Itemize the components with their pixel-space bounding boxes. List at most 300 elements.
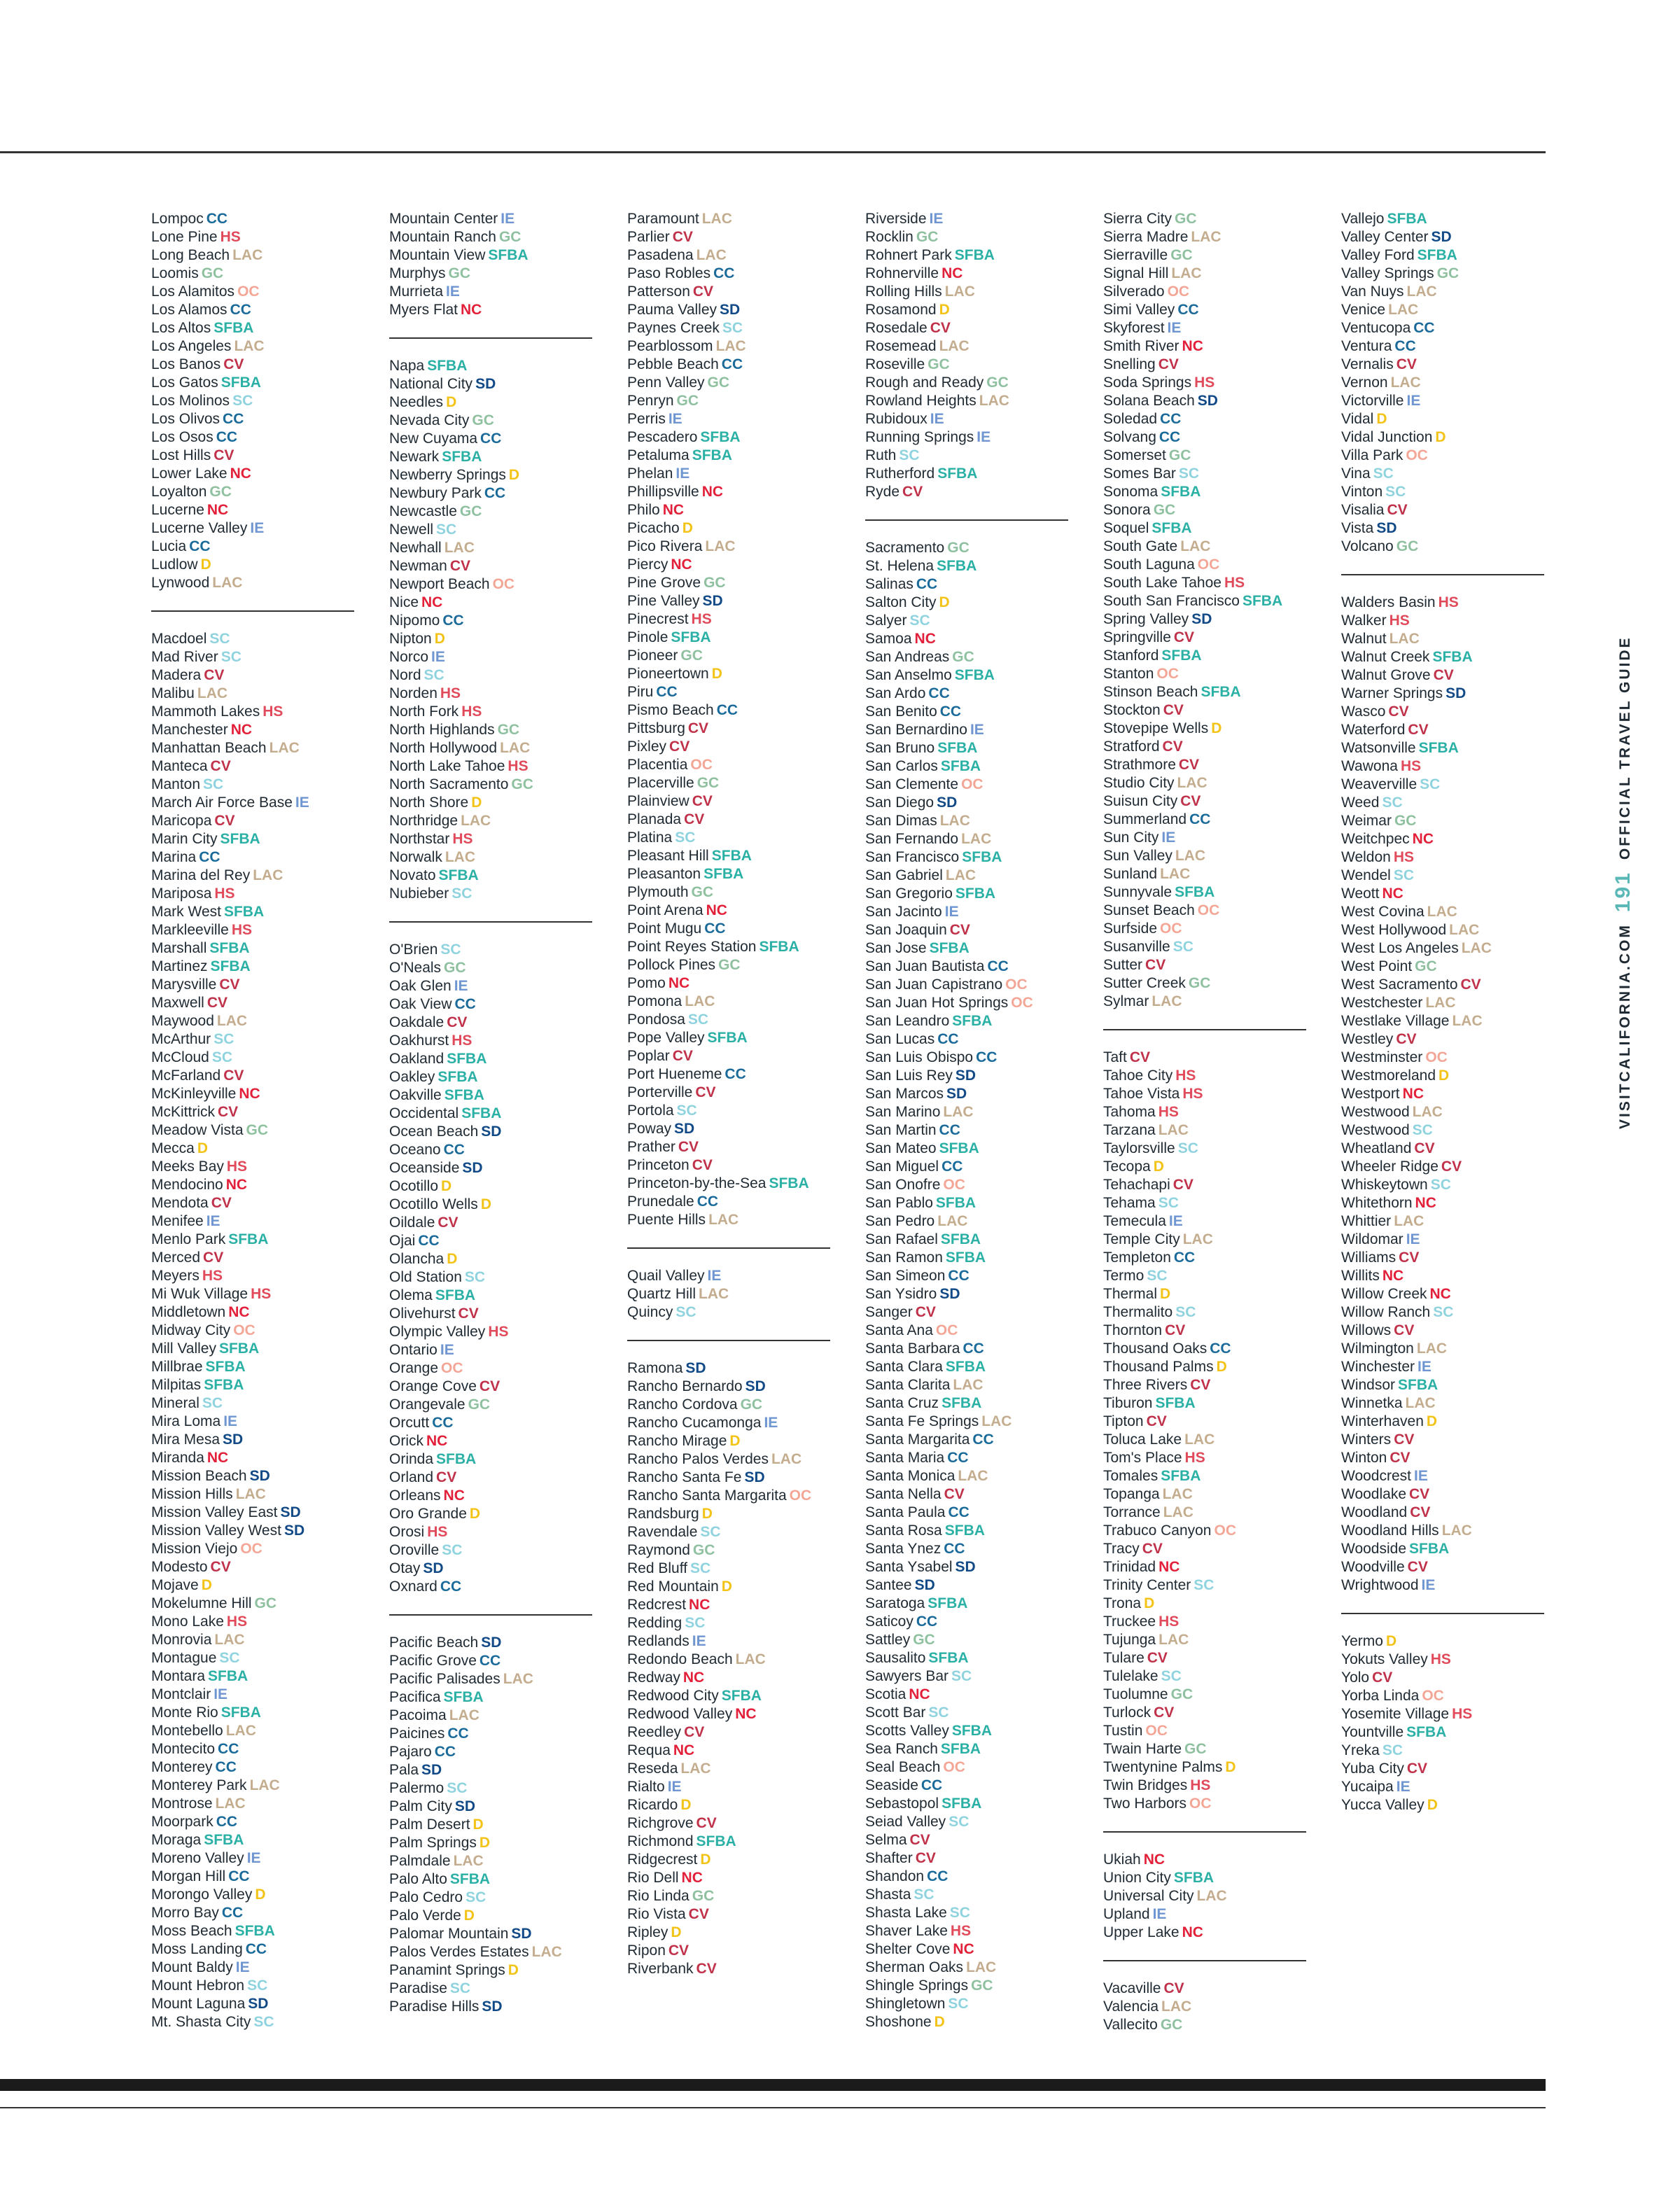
town-entry: [389, 521, 599, 539]
town-entry: [865, 1340, 1075, 1358]
town-name: Tulare: [1103, 1650, 1144, 1666]
town-name: Thousand Palms: [1103, 1359, 1214, 1375]
town-entry: [389, 1889, 599, 1907]
town-entry: [627, 1833, 837, 1851]
town-entry: [151, 958, 361, 976]
town-entry: [151, 1212, 361, 1231]
town-name: Poway: [627, 1121, 672, 1137]
town-name: Valley Springs: [1341, 265, 1434, 281]
town-entry: [865, 630, 1075, 648]
region-code: CV: [678, 1139, 699, 1155]
town-name: Studio City: [1103, 775, 1175, 791]
town-entry: [1341, 337, 1551, 356]
region-code: GC: [676, 393, 699, 409]
town-name: Volcano: [1341, 538, 1394, 554]
town-name: Point Reyes Station: [627, 939, 757, 955]
town-entry: [389, 1159, 599, 1177]
town-entry: [1103, 1431, 1313, 1449]
region-code: CV: [692, 1157, 713, 1173]
region-code: D: [1160, 1286, 1171, 1302]
town-entry: [627, 210, 837, 228]
town-name: Redcrest: [627, 1597, 687, 1613]
town-name: Mission Valley East: [151, 1504, 278, 1520]
region-code: OC: [441, 1360, 463, 1376]
town-name: Van Nuys: [1341, 284, 1404, 300]
town-entry: [627, 1505, 837, 1523]
region-code: SC: [209, 631, 230, 647]
town-name: Otay: [389, 1560, 421, 1576]
town-name: Sierra Madre: [1103, 229, 1189, 245]
letter-group: [389, 1634, 599, 2016]
region-code: CV: [930, 320, 951, 336]
region-code: D: [682, 520, 693, 536]
region-code: IE: [1414, 1468, 1428, 1484]
region-code: SD: [511, 1926, 532, 1942]
town-name: Pomona: [627, 993, 682, 1009]
town-name: Winchester: [1341, 1359, 1415, 1375]
town-name: Wasco: [1341, 704, 1386, 720]
town-entry: [1103, 265, 1313, 283]
region-code: CC: [216, 1814, 238, 1830]
town-name: Westmoreland: [1341, 1068, 1436, 1084]
town-name: Manhattan Beach: [151, 740, 267, 756]
town-name: Palermo: [389, 1780, 444, 1796]
town-name: Santa Fe Springs: [865, 1413, 979, 1429]
town-name: Mountain Center: [389, 211, 498, 227]
town-name: Loomis: [151, 265, 199, 281]
town-entry: [865, 1740, 1075, 1758]
region-code: CV: [211, 1195, 232, 1211]
region-code: SC: [948, 1996, 969, 2012]
town-entry: [389, 1214, 599, 1232]
town-entry: [865, 739, 1075, 757]
region-code: OC: [1422, 1688, 1444, 1704]
town-name: McCloud: [151, 1049, 209, 1065]
town-entry: [1103, 319, 1313, 337]
town-name: Smith River: [1103, 338, 1180, 354]
town-entry: [151, 501, 361, 519]
town-entry: [627, 1193, 837, 1211]
region-code: CV: [210, 758, 231, 774]
region-code: OC: [1011, 995, 1033, 1011]
region-code: D: [1427, 1797, 1438, 1813]
town-entry: [151, 574, 361, 592]
town-name: Millbrae: [151, 1359, 203, 1375]
town-entry: [865, 1358, 1075, 1376]
town-entry: [1341, 301, 1551, 319]
town-name: Walnut Creek: [1341, 649, 1430, 665]
town-entry: [865, 337, 1075, 356]
town-entry: [1103, 1595, 1313, 1613]
town-name: Ricardo: [627, 1797, 678, 1813]
region-code: GC: [1415, 958, 1437, 974]
town-entry: [865, 776, 1075, 794]
town-name: Winterhaven: [1341, 1413, 1424, 1429]
town-name: Petaluma: [627, 447, 690, 463]
town-entry: [389, 1852, 599, 1870]
region-code: CV: [696, 1961, 717, 1977]
region-code: CC: [1394, 338, 1416, 354]
town-entry: [865, 1540, 1075, 1558]
region-code: NC: [1412, 831, 1434, 847]
region-code: GC: [1168, 447, 1191, 463]
region-code: SC: [465, 1889, 486, 1905]
town-name: Vista: [1341, 520, 1374, 536]
town-name: Pacifica: [389, 1689, 441, 1705]
letter-group: [1103, 210, 1313, 1030]
town-name: Rohnert Park: [865, 247, 952, 263]
region-code: SC: [1382, 1742, 1404, 1758]
town-entry: [627, 1705, 837, 1723]
region-code: NC: [1182, 338, 1203, 354]
region-code: GC: [246, 1122, 269, 1138]
town-entry: [1103, 1231, 1313, 1249]
town-name: Los Molinos: [151, 393, 230, 409]
region-code: SC: [690, 1560, 711, 1576]
region-code: NC: [230, 722, 253, 738]
town-name: Mount Hebron: [151, 1977, 245, 1994]
town-entry: [627, 629, 837, 647]
town-entry: [389, 721, 599, 739]
town-name: Menifee: [151, 1213, 204, 1229]
town-entry: [1103, 283, 1313, 301]
region-code: CV: [1387, 502, 1408, 518]
town-name: Sun City: [1103, 830, 1159, 846]
region-code: CV: [692, 284, 714, 300]
town-name: San Diego: [865, 794, 934, 811]
region-code: SC: [1433, 1304, 1454, 1320]
town-entry: [865, 210, 1075, 228]
town-entry: [865, 483, 1075, 501]
region-code: D: [711, 666, 722, 682]
town-name: Yosemite Village: [1341, 1706, 1450, 1722]
town-entry: [1341, 1376, 1551, 1394]
town-name: Pioneer: [627, 648, 678, 664]
town-name: Los Osos: [151, 429, 214, 445]
region-code: HS: [691, 611, 712, 627]
town-entry: [1103, 465, 1313, 483]
region-code: SFBA: [438, 1069, 478, 1085]
region-code: NC: [673, 1742, 695, 1758]
town-name: Pauma Valley: [627, 302, 718, 318]
town-entry: [389, 393, 599, 412]
town-entry: [389, 448, 599, 466]
region-code: NC: [1382, 1268, 1404, 1284]
town-name: Stanford: [1103, 648, 1159, 664]
town-name: Mountain Ranch: [389, 229, 496, 245]
region-code: NC: [735, 1706, 757, 1722]
region-code: SFBA: [488, 247, 528, 263]
town-name: San Jose: [865, 940, 927, 956]
region-code: SC: [211, 1049, 233, 1065]
town-name: Novato: [389, 867, 436, 883]
town-entry: [1341, 1103, 1551, 1121]
town-name: San Jacinto: [865, 904, 942, 920]
town-name: Port Hueneme: [627, 1066, 722, 1082]
town-name: Yucaipa: [1341, 1779, 1394, 1795]
town-name: Weimar: [1341, 813, 1392, 829]
town-name: Patterson: [627, 284, 690, 300]
town-entry: [1103, 1176, 1313, 1194]
town-entry: [389, 1414, 599, 1432]
town-name: Summerland: [1103, 811, 1187, 827]
region-code: CV: [1162, 738, 1183, 755]
town-name: Menlo Park: [151, 1231, 226, 1247]
town-entry: [627, 556, 837, 574]
town-entry: [151, 301, 361, 319]
town-name: Pescadero: [627, 429, 698, 445]
town-entry: [1103, 1998, 1313, 2016]
town-entry: [865, 392, 1075, 410]
town-name: Mill Valley: [151, 1340, 216, 1357]
town-name: North Shore: [389, 794, 469, 811]
town-name: San Ysidro: [865, 1286, 937, 1302]
town-name: Vina: [1341, 465, 1371, 482]
town-entry: [627, 283, 837, 301]
town-name: Piru: [627, 684, 654, 700]
town-name: Yermo: [1341, 1633, 1383, 1649]
town-entry: [389, 1050, 599, 1068]
region-code: IE: [692, 1633, 706, 1649]
town-name: Los Altos: [151, 320, 211, 336]
town-entry: [865, 1431, 1075, 1449]
region-code: NC: [1429, 1286, 1451, 1302]
region-code: LAC: [937, 1213, 968, 1229]
region-code: SD: [939, 1286, 960, 1302]
town-entry: [1341, 1687, 1551, 1705]
town-name: Rancho Palos Verdes: [627, 1451, 769, 1467]
town-entry: [1341, 1303, 1551, 1322]
town-entry: [1103, 847, 1313, 865]
town-name: Willows: [1341, 1322, 1392, 1338]
town-name: Vinton: [1341, 484, 1383, 500]
town-entry: [865, 1012, 1075, 1030]
town-entry: [1103, 1576, 1313, 1595]
index-column: [865, 210, 1075, 2031]
region-code: IE: [668, 411, 682, 427]
region-code: NC: [909, 1686, 930, 1702]
region-code: SFBA: [220, 1704, 261, 1721]
town-entry: [151, 1358, 361, 1376]
region-code: CC: [223, 411, 244, 427]
town-name: Wheatland: [1341, 1140, 1412, 1156]
town-entry: [151, 976, 361, 994]
region-code: CV: [203, 1250, 224, 1266]
region-code: IE: [431, 649, 445, 665]
town-name: Rancho Cucamonga: [627, 1415, 762, 1431]
town-name: Vidal: [1341, 411, 1374, 427]
town-entry: [865, 301, 1075, 319]
town-name: Salinas: [865, 576, 913, 592]
town-name: Tuolumne: [1103, 1686, 1168, 1702]
town-entry: [627, 574, 837, 592]
region-code: HS: [1190, 1777, 1211, 1793]
town-name: Morgan Hill: [151, 1868, 226, 1884]
region-code: GC: [468, 1396, 491, 1413]
region-code: D: [701, 1506, 713, 1522]
town-entry: [151, 246, 361, 265]
region-code: CV: [1147, 1650, 1168, 1666]
region-code: LAC: [943, 1104, 974, 1120]
town-name: Twentynine Palms: [1103, 1759, 1223, 1775]
town-entry: [627, 902, 837, 920]
town-entry: [389, 1032, 599, 1050]
town-entry: [389, 1560, 599, 1578]
town-name: Yucca Valley: [1341, 1797, 1424, 1813]
region-code: CC: [1158, 429, 1181, 445]
region-code: CV: [1173, 629, 1195, 645]
town-entry: [627, 1102, 837, 1120]
region-code: CC: [724, 1066, 746, 1082]
town-entry: [865, 1176, 1075, 1194]
region-code: LAC: [979, 393, 1009, 409]
region-code: SFBA: [220, 831, 260, 847]
region-code: LAC: [1191, 229, 1222, 245]
town-entry: [389, 1707, 599, 1725]
region-code: SFBA: [721, 1688, 762, 1704]
town-entry: [389, 1980, 599, 1998]
town-entry: [389, 1086, 599, 1105]
town-entry: [151, 356, 361, 374]
town-name: Monrovia: [151, 1632, 212, 1648]
town-name: Sausalito: [865, 1650, 926, 1666]
region-code: CV: [1396, 356, 1417, 372]
region-code: IE: [1167, 320, 1182, 336]
town-name: Ocean Beach: [389, 1124, 479, 1140]
town-entry: [1103, 574, 1313, 592]
region-code: SC: [1194, 1577, 1214, 1593]
town-name: San Pedro: [865, 1213, 935, 1229]
region-code: LAC: [1425, 995, 1456, 1011]
region-code: SFBA: [928, 1650, 969, 1666]
region-code: SC: [949, 1905, 970, 1921]
region-code: IE: [1161, 830, 1176, 846]
region-code: SFBA: [1398, 1377, 1438, 1393]
town-name: Temple City: [1103, 1231, 1180, 1247]
region-code: CV: [458, 1306, 479, 1322]
town-entry: [151, 1121, 361, 1140]
region-code: SFBA: [935, 1195, 976, 1211]
town-entry: [1341, 1705, 1551, 1723]
town-entry: [1103, 738, 1313, 756]
town-entry: [1103, 701, 1313, 720]
town-entry: [151, 794, 361, 812]
town-name: Lompoc: [151, 211, 204, 227]
region-code: CV: [447, 1014, 468, 1030]
town-entry: [151, 1249, 361, 1267]
letter-group: [389, 941, 599, 1616]
region-code: SD: [955, 1068, 976, 1084]
town-entry: [1103, 374, 1313, 392]
region-code: IE: [667, 1779, 682, 1795]
town-name: Mammoth Lakes: [151, 704, 260, 720]
region-code: OC: [1214, 1522, 1236, 1539]
region-code: IE: [214, 1686, 228, 1702]
town-entry: [1103, 1667, 1313, 1686]
town-entry: [1341, 1358, 1551, 1376]
region-code: SC: [948, 1814, 969, 1830]
town-entry: [1103, 1686, 1313, 1704]
region-code: SFBA: [1242, 593, 1283, 609]
town-name: Sonora: [1103, 502, 1151, 518]
town-name: Yokuts Valley: [1341, 1651, 1428, 1667]
region-code: GC: [927, 356, 950, 372]
region-code: SFBA: [1406, 1724, 1447, 1740]
town-name: Lucia: [151, 538, 187, 554]
town-entry: [389, 1487, 599, 1505]
town-name: Newport Beach: [389, 576, 490, 592]
region-code: SD: [937, 794, 958, 811]
town-name: Woodcrest: [1341, 1468, 1411, 1484]
region-code: SFBA: [223, 904, 265, 920]
town-entry: [1103, 228, 1313, 246]
town-name: Porterville: [627, 1084, 693, 1100]
region-code: LAC: [1175, 848, 1206, 864]
town-entry: [627, 1632, 837, 1651]
town-name: Weaverville: [1341, 776, 1418, 792]
region-code: SC: [232, 393, 253, 409]
region-code: IE: [440, 1342, 454, 1358]
top-rule: [0, 151, 1546, 153]
town-entry: [627, 1942, 837, 1960]
town-entry: [1341, 228, 1551, 246]
town-entry: [151, 483, 361, 501]
town-name: Orleans: [389, 1488, 441, 1504]
region-code: SC: [442, 1542, 463, 1558]
town-name: Sherman Oaks: [865, 1959, 964, 1975]
town-name: San Martin: [865, 1122, 937, 1138]
town-name: Montebello: [151, 1723, 223, 1739]
region-code: CC: [939, 704, 962, 720]
town-name: Miranda: [151, 1450, 204, 1466]
town-entry: [151, 1394, 361, 1413]
town-entry: [389, 1341, 599, 1359]
town-entry: [151, 1049, 361, 1067]
town-entry: [1103, 829, 1313, 847]
town-entry: [1341, 1760, 1551, 1778]
region-code: CV: [915, 1850, 936, 1866]
town-name: Monterey: [151, 1759, 213, 1775]
town-entry: [1103, 883, 1313, 902]
region-code: GC: [497, 722, 520, 738]
town-entry: [627, 1414, 837, 1432]
town-entry: [865, 1522, 1075, 1540]
town-name: Vidal Junction: [1341, 429, 1433, 445]
town-name: Willow Ranch: [1341, 1304, 1431, 1320]
town-entry: [389, 1287, 599, 1305]
town-entry: [627, 592, 837, 610]
town-entry: [627, 519, 837, 538]
town-entry: [389, 503, 599, 521]
town-name: Mecca: [151, 1140, 195, 1156]
town-entry: [389, 1250, 599, 1268]
town-entry: [1103, 1740, 1313, 1758]
town-name: Ravendale: [627, 1524, 698, 1540]
region-code: HS: [1175, 1068, 1196, 1084]
town-entry: [865, 830, 1075, 848]
town-name: Scott Bar: [865, 1704, 926, 1721]
town-entry: [1103, 1704, 1313, 1722]
town-entry: [151, 1813, 361, 1831]
town-entry: [151, 1067, 361, 1085]
town-name: Mission Beach: [151, 1468, 247, 1484]
town-entry: [865, 1067, 1075, 1085]
town-name: Santa Monica: [865, 1468, 955, 1484]
town-name: San Ardo: [865, 685, 926, 701]
town-entry: [389, 1870, 599, 1889]
town-entry: [627, 1450, 837, 1469]
region-code: CC: [962, 1340, 984, 1357]
